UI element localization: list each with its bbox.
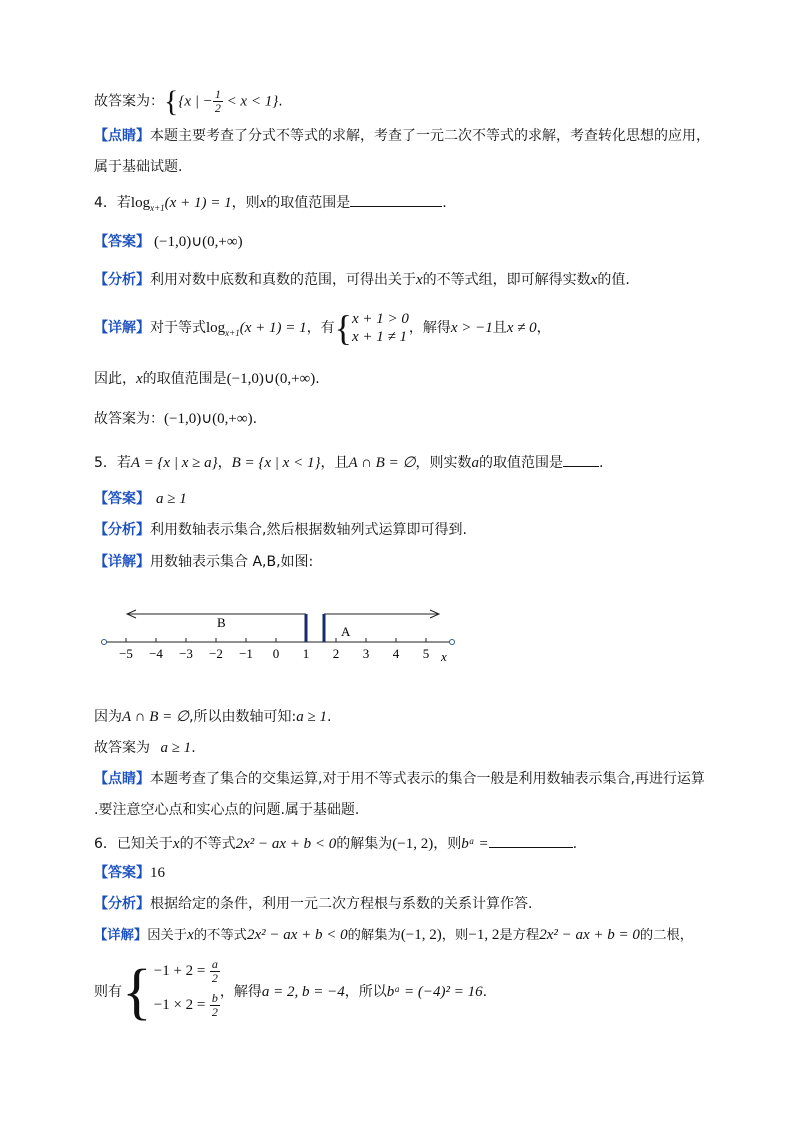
fraction-denominator: 2: [214, 101, 221, 115]
tick-label: 3: [362, 646, 370, 661]
period: .: [572, 836, 578, 852]
detail-text: 因关于: [147, 928, 188, 943]
therefore-q4: [94, 370, 320, 388]
equation-left: −1 + 2 =: [153, 963, 206, 979]
interval: (−1,0)∪(0,+∞): [226, 371, 316, 387]
therefore-text: 因此，: [94, 371, 136, 387]
dianqing-line-2: [94, 158, 182, 176]
question-number: 4．若: [94, 195, 131, 211]
final-answer-q5: [94, 739, 196, 757]
detail-text: 的二根，: [639, 928, 694, 943]
fraction-a-over-2: [210, 958, 220, 985]
detail-q5: [94, 553, 313, 571]
analysis-tag: 【分析】: [94, 896, 150, 912]
period: .: [482, 984, 488, 1000]
intersection: A ∩ B = ∅: [348, 455, 416, 471]
question-text: ，且: [320, 455, 349, 471]
tick-labels: [119, 646, 429, 661]
system-row-2: [154, 992, 220, 1026]
log-argument: (x + 1) = 1: [164, 195, 232, 211]
brace-left-icon: {: [164, 84, 179, 118]
axis-right-endpoint: [450, 640, 455, 645]
question-4: [94, 192, 447, 217]
tick-label: 1: [302, 646, 310, 661]
question-number: 5．若: [94, 455, 131, 471]
log-base: x+1: [150, 202, 165, 213]
system-q6: [94, 956, 487, 1028]
period: .: [442, 195, 447, 211]
answer-q6: [94, 864, 165, 882]
analysis-text: 根据给定的条件，利用一元二次方程根与系数的关系计算作答.: [150, 896, 533, 912]
answer-q4: [94, 233, 243, 251]
intersection: A ∩ B = ∅: [122, 709, 190, 725]
question-5: [94, 452, 603, 472]
answer-blank[interactable]: [489, 833, 573, 848]
dianqing-q5-line-2: [94, 801, 359, 819]
question-text: 的不等式: [179, 836, 236, 852]
question-text: ，则: [433, 836, 462, 852]
then-text: ，所以: [344, 984, 387, 1000]
fraction-b-over-2: [210, 992, 220, 1019]
analysis-text: 的不等式组，即可解得实数: [422, 272, 591, 288]
detail-text: ，则: [441, 928, 469, 943]
brace-left-icon: {: [122, 958, 152, 1026]
tick-marks: [126, 638, 426, 642]
dianqing-q5-line-1: [94, 770, 705, 788]
number-line-figure: [94, 598, 464, 668]
answer-blank[interactable]: [563, 452, 599, 467]
fraction-denominator: 2: [211, 971, 218, 985]
roots: −1, 2: [468, 927, 500, 943]
detail-text: 的不等式: [193, 928, 247, 943]
log-base: x+1: [225, 327, 240, 338]
detail-q6: [94, 926, 693, 945]
question-text: ，则实数: [415, 455, 472, 471]
variable: a: [471, 455, 480, 471]
answer-value: (−1,0)∪(0,+∞): [154, 234, 243, 250]
period: .: [278, 93, 283, 110]
then-text: ，解得: [219, 984, 262, 1000]
result-expression: bᵃ = (−4)² = 16: [386, 984, 483, 1000]
inequality: x ≠ 0: [506, 320, 537, 336]
solution: a = 2, b = −4: [261, 984, 345, 1000]
question-text: 的取值范围是: [266, 195, 351, 211]
log-argument: (x + 1) = 1: [239, 320, 307, 336]
tick-label: −5: [119, 646, 133, 661]
period: .: [599, 455, 604, 471]
fraction-denominator: 2: [211, 1005, 218, 1019]
quadratic-inequality: 2x² − ax + b < 0: [235, 836, 337, 852]
detail-text: 用数轴表示集合 A,B,如图:: [150, 554, 314, 570]
interval: (−1, 2): [400, 927, 442, 943]
fraction-numerator: 1: [214, 87, 221, 101]
detail-text: ，: [536, 320, 551, 336]
inequality: a ≥ 1: [160, 740, 192, 756]
final-text: 故答案为：: [94, 411, 164, 427]
tick-label: −1: [239, 646, 253, 661]
tick-label: 5: [422, 646, 430, 661]
set-expression: {x | −: [178, 93, 213, 110]
variable: x: [172, 836, 180, 852]
question-text: 的取值范围是: [479, 455, 564, 471]
dianqing-text-cont: .要注意空心点和实心点的问题.属于基础题.: [94, 802, 360, 818]
period: .: [191, 740, 196, 756]
fraction-numerator: a: [211, 957, 218, 971]
because-text: ,所以由数轴可知:: [189, 709, 297, 725]
variable: x: [259, 195, 267, 211]
dianqing-line-1: [94, 127, 710, 145]
period: .: [252, 411, 258, 427]
dianqing-text-cont: 属于基础试题.: [94, 159, 183, 175]
answer-tag: 【答案】: [94, 491, 150, 507]
analysis-q4: [94, 271, 630, 289]
set-b-label: B: [217, 615, 226, 630]
axis-label: x: [441, 649, 447, 664]
tick-label: −2: [209, 646, 223, 661]
tick-label: 4: [392, 646, 400, 661]
quadratic-equation: 2x² − ax + b = 0: [539, 927, 640, 943]
inequality: x > −1: [450, 320, 493, 336]
question-number: 6．已知关于: [94, 836, 173, 852]
therefore-text: 的取值范围是: [142, 371, 227, 387]
power-expression: bᵃ =: [461, 836, 489, 852]
comma: ，: [217, 455, 232, 471]
set-a: A = {x | x ≥ a}: [130, 455, 218, 471]
detail-tag: 【详解】: [94, 928, 148, 943]
inequality-system: [352, 310, 409, 346]
analysis-tag: 【分析】: [94, 272, 150, 288]
dianqing-tag: 【点睛】: [94, 128, 150, 144]
dianqing-tag: 【点睛】: [94, 771, 150, 787]
then-text: 则有: [94, 984, 122, 1000]
detail-text: 且: [492, 320, 507, 336]
axis-left-endpoint: [102, 640, 107, 645]
detail-text: 是方程: [499, 928, 540, 943]
tick-label: 0: [272, 646, 280, 661]
tick-label: −4: [149, 646, 163, 661]
analysis-text: 利用对数中底数和真数的范围，可得出关于: [150, 272, 416, 288]
equation-left: −1 × 2 =: [153, 997, 206, 1013]
system-row-1: x + 1 > 0: [351, 311, 409, 327]
system-row-1: [154, 958, 220, 992]
answer-blank[interactable]: [350, 192, 442, 207]
detail-tag: 【详解】: [94, 554, 150, 570]
equation-system: [154, 958, 220, 1026]
variable: x: [136, 371, 143, 387]
answer-value: 16: [150, 865, 165, 881]
final-answer-q4: [94, 410, 257, 428]
interval: (−1,0)∪(0,+∞): [164, 411, 253, 427]
detail-text: ，解得: [408, 320, 451, 336]
set-a-label: A: [341, 624, 351, 639]
question-text: 的解集为: [336, 836, 393, 852]
answer-tag: 【答案】: [94, 865, 150, 881]
period: .: [326, 709, 332, 725]
dianqing-text: 本题主要考查了分式不等式的求解，考查了一元二次不等式的求解，考查转化思想的应用，: [150, 128, 710, 144]
dianqing-text: 本题考查了集合的交集运算,对于用不等式表示的集合一般是利用数轴表示集合,再进行运算: [150, 771, 705, 787]
period: .: [315, 371, 320, 387]
detail-text: 对于等式: [150, 320, 206, 336]
answer-value: a ≥ 1: [156, 491, 187, 507]
variable: x: [590, 272, 598, 288]
set-b: B = {x | x < 1}: [231, 455, 321, 471]
analysis-tag: 【分析】: [94, 522, 150, 538]
final-text: 故答案为: [94, 740, 155, 756]
quadratic-inequality: 2x² − ax + b < 0: [246, 927, 348, 943]
interval: (−1, 2): [392, 836, 434, 852]
because-q5: [94, 708, 331, 726]
inequality: a ≥ 1: [296, 709, 327, 725]
detail-q4: [94, 308, 551, 353]
tick-label: 2: [332, 646, 340, 661]
analysis-text: 利用数轴表示集合,然后根据数轴列式运算即可得到.: [150, 522, 467, 538]
analysis-q5: [94, 521, 467, 539]
analysis-q6: [94, 895, 532, 913]
variable: x: [187, 927, 194, 943]
log-expression: log: [206, 320, 226, 336]
brace-left-icon: {: [334, 308, 352, 348]
detail-text: ，有: [306, 320, 335, 336]
answer-label: 故答案为：: [94, 93, 164, 110]
analysis-text: 的值.: [597, 272, 630, 288]
question-text: ，则: [231, 195, 260, 211]
fraction-one-half: [213, 88, 223, 115]
tick-label: −3: [179, 646, 193, 661]
system-row-2: x + 1 ≠ 1: [351, 329, 407, 345]
detail-text: 的解集为: [347, 928, 401, 943]
fraction-numerator: b: [211, 991, 218, 1005]
question-6: [94, 833, 577, 853]
answer-line-q3: [94, 84, 283, 118]
detail-tag: 【详解】: [94, 320, 150, 336]
answer-q5: [94, 490, 187, 508]
because-text: 因为: [94, 709, 122, 725]
answer-tag: 【答案】: [94, 234, 150, 250]
variable: x: [416, 272, 423, 288]
set-expression-end: < x < 1}: [222, 93, 279, 110]
log-expression: log: [130, 195, 151, 211]
